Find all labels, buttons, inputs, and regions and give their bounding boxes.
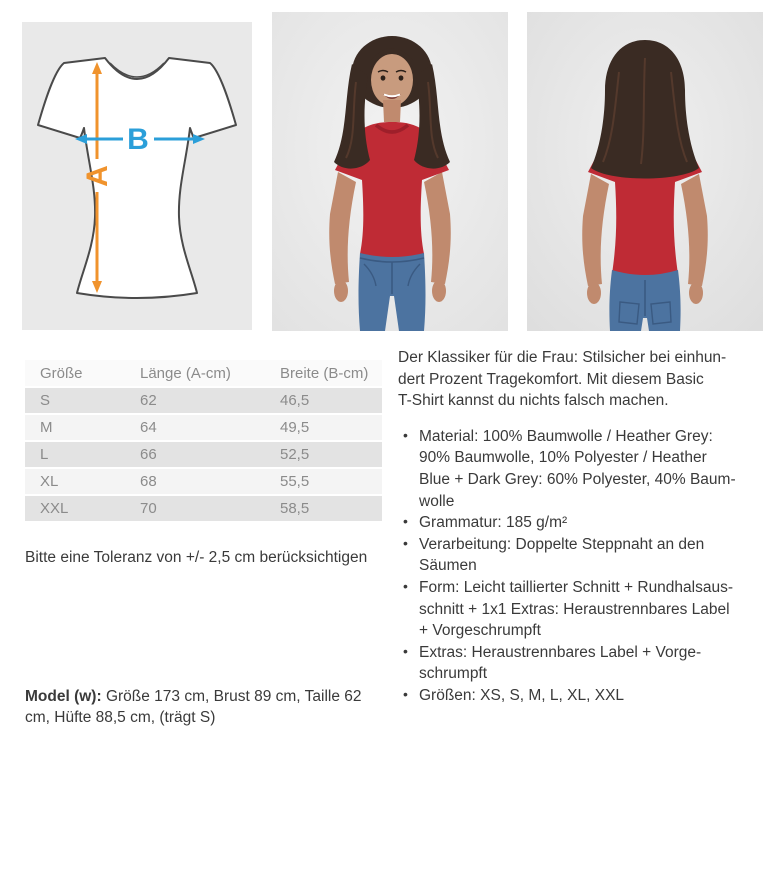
cell-length: 64 xyxy=(140,413,280,440)
cell-size: XL xyxy=(25,467,140,494)
table-row xyxy=(25,386,382,413)
cell-length: 68 xyxy=(140,467,280,494)
model-info-line1: Größe 173 cm, Brust 89 cm, Taille 62 xyxy=(105,687,362,705)
feature-list xyxy=(398,426,770,707)
model-info-label: Model (w): xyxy=(25,687,102,705)
list-item xyxy=(398,534,770,577)
model-info-line2: cm, Hüfte 88,5 cm, (trägt S) xyxy=(25,709,216,727)
cell-size: S xyxy=(25,386,140,413)
column-header-width: Breite (B-cm) xyxy=(280,360,382,386)
bullet-text: Größen: XS, S, M, L, XL, XXL xyxy=(419,686,625,704)
table-row xyxy=(25,413,382,440)
list-item xyxy=(398,512,770,534)
right-hand xyxy=(432,280,446,302)
bullet-marker: • xyxy=(403,685,408,702)
cell-length: 62 xyxy=(140,386,280,413)
bullet-text: Grammatur: 185 g/m² xyxy=(419,514,568,532)
cell-length: 70 xyxy=(140,494,280,521)
model-front-photo xyxy=(272,12,508,331)
model-back-svg xyxy=(527,12,763,331)
list-item xyxy=(398,426,770,512)
cell-width: 58,5 xyxy=(280,494,382,521)
product-description xyxy=(398,347,770,707)
bullet-text: Material: 100% Baumwolle / Heather Grey: 90% Baumwolle, 10% Polyester / Heather Blue + Dark Grey: 60% Polyester, 40% Baum- wolle xyxy=(419,427,736,510)
size-diagram-svg xyxy=(22,22,252,330)
cell-width: 49,5 xyxy=(280,413,382,440)
cell-width: 46,5 xyxy=(280,386,382,413)
list-item xyxy=(398,642,770,685)
bullet-marker: • xyxy=(403,642,408,659)
table-header-row xyxy=(25,360,382,386)
list-item xyxy=(398,685,770,707)
bullet-marker: • xyxy=(403,534,408,551)
size-diagram xyxy=(22,22,252,330)
list-item xyxy=(398,577,770,642)
model-front-svg xyxy=(272,12,508,331)
bullet-marker: • xyxy=(403,426,408,443)
size-table xyxy=(25,360,382,521)
neck xyxy=(383,100,401,122)
table-row xyxy=(25,494,382,521)
left-hand xyxy=(587,282,601,304)
right-hand xyxy=(689,282,703,304)
table-row xyxy=(25,467,382,494)
cell-width: 55,5 xyxy=(280,467,382,494)
description-intro: Der Klassiker für die Frau: Stilsicher bei einhun- dert Prozent Tragekomfort. Mit diesem Basic T-Shirt kannst du nichts falsch machen. xyxy=(398,349,727,410)
cell-size: L xyxy=(25,440,140,467)
cell-length: 66 xyxy=(140,440,280,467)
bullet-marker: • xyxy=(403,577,408,594)
tolerance-note: Bitte eine Toleranz von +/- 2,5 cm berücksichtigen xyxy=(25,548,368,566)
measure-label-a: A xyxy=(81,165,114,187)
cell-width: 52,5 xyxy=(280,440,382,467)
cell-size: XXL xyxy=(25,494,140,521)
bullet-text: Form: Leicht taillierter Schnitt + Rundhalsaus- schnitt + 1x1 Extras: Heraustrennbares Label + Vorgeschrumpft xyxy=(419,578,734,640)
cell-size: M xyxy=(25,413,140,440)
left-hand xyxy=(334,280,348,302)
model-info xyxy=(25,686,397,729)
bullet-text: Extras: Heraustrennbares Label + Vorge- schrumpft xyxy=(419,643,702,683)
model-back-photo xyxy=(527,12,763,331)
column-header-size: Größe xyxy=(25,360,140,386)
column-header-length: Länge (A-cm) xyxy=(140,360,280,386)
table-row xyxy=(25,440,382,467)
measure-label-b: B xyxy=(127,123,149,156)
bullet-marker: • xyxy=(403,513,408,530)
bullet-text: Verarbeitung: Doppelte Steppnaht an den Säumen xyxy=(419,535,705,575)
